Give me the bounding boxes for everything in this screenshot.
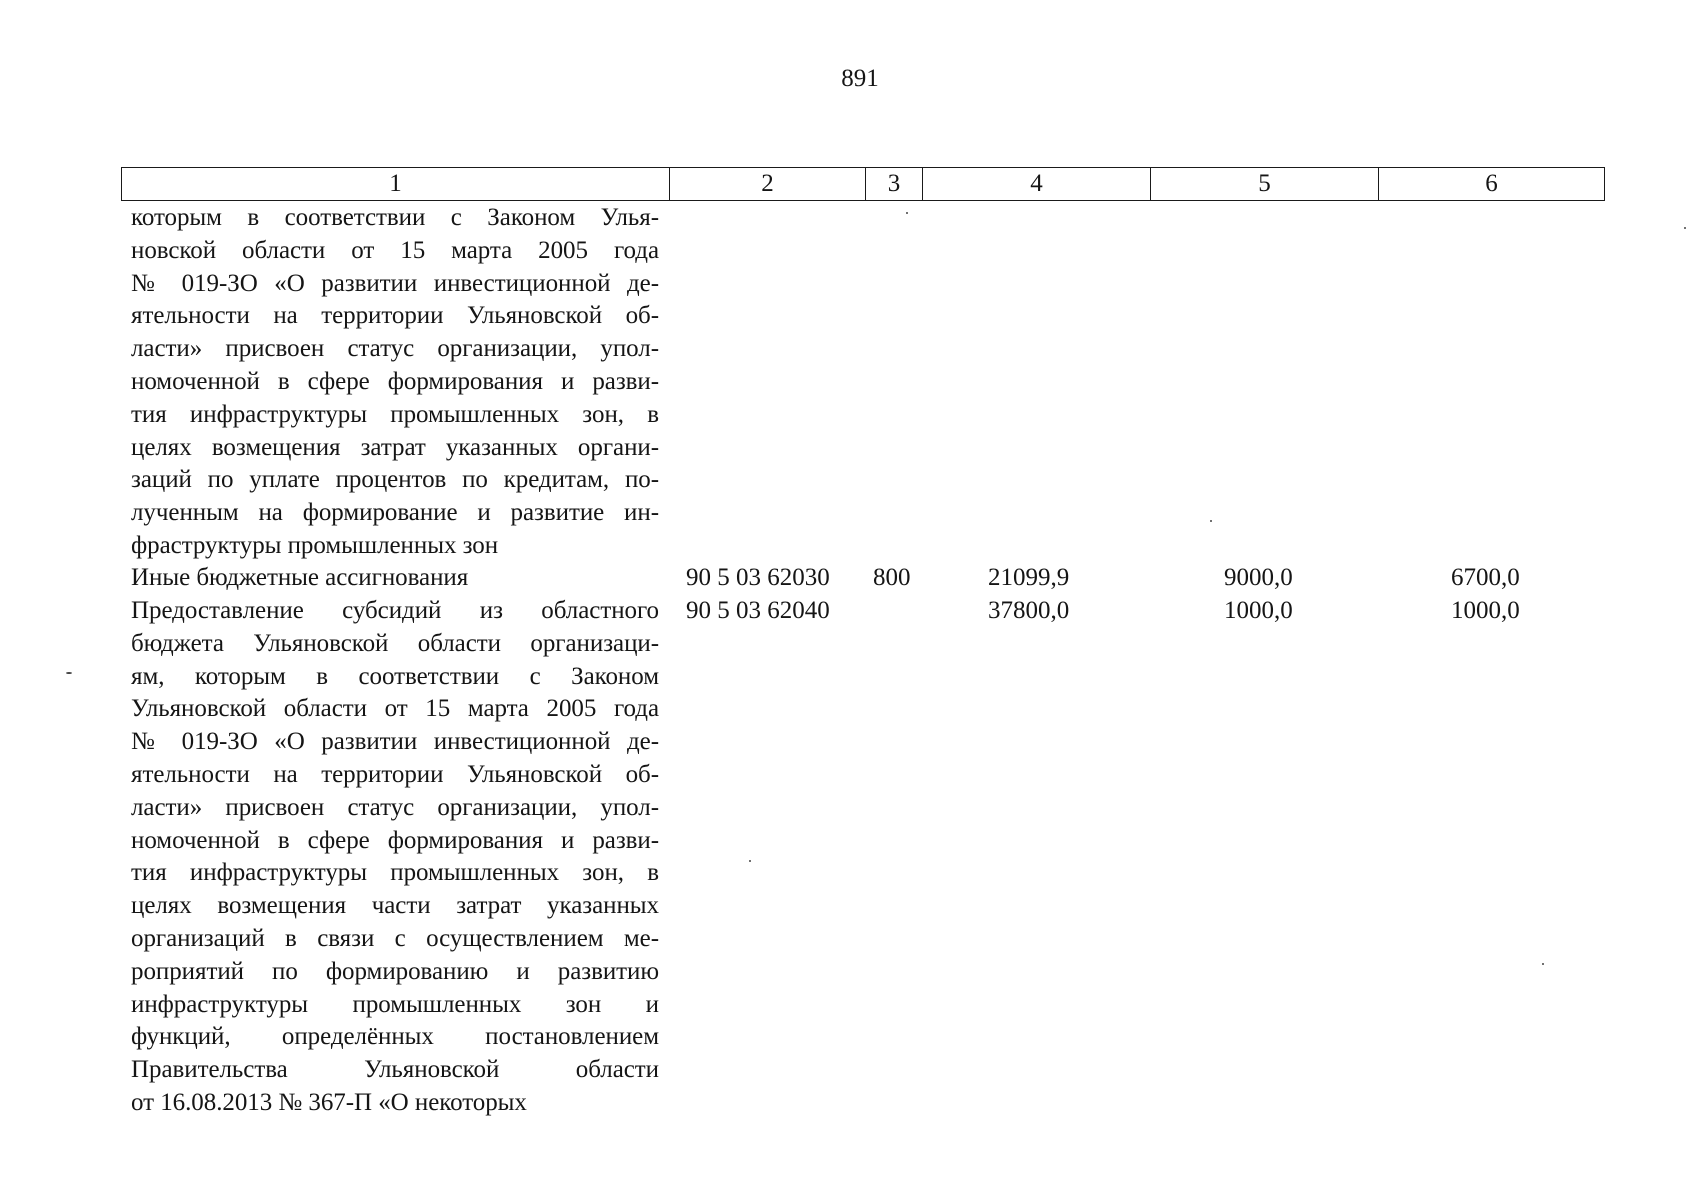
header-cell-5: 5 <box>1151 168 1379 201</box>
row-description-other-allocations <box>131 562 659 595</box>
description-line: № 019-ЗО «О развитии инвестиционной де- <box>131 728 659 756</box>
description-line: целях возмещения затрат указанных органи- <box>131 433 659 461</box>
header-cell-2: 2 <box>670 168 866 201</box>
description-line: Предоставление субсидий из областного <box>131 597 659 624</box>
scan-speck <box>1542 963 1544 965</box>
description-line: номоченной в сфере формирования и разви- <box>131 826 659 854</box>
header-row <box>122 168 1605 201</box>
description-line: тия инфраструктуры промышленных зон, в <box>131 400 659 428</box>
scan-speck <box>1684 227 1686 229</box>
description-line: организаций в связи с осуществлением ме- <box>131 924 659 952</box>
header-cell-6: 6 <box>1379 168 1605 201</box>
description-line: функций, определённых постановлением <box>131 1023 659 1051</box>
header-cell-3: 3 <box>866 168 923 201</box>
description-line: Ульяновской области от 15 марта 2005 года <box>131 695 659 723</box>
table-header <box>121 167 1605 201</box>
description-line: новской области от 15 марта 2005 года <box>131 236 659 264</box>
description-line: лученным на формирование и развитие ин- <box>131 499 659 527</box>
description-line: ласти» присвоен статус организации, упол- <box>131 793 659 821</box>
description-line: Иные бюджетные ассигнования <box>131 564 469 591</box>
scan-speck <box>906 212 908 214</box>
row-value4-62040: 37800,0 <box>988 597 1070 624</box>
header-cell-1: 1 <box>122 168 670 201</box>
row-value4-62030: 21099,9 <box>988 564 1070 591</box>
description-line: целях возмещения части затрат указанных <box>131 892 659 920</box>
row-value5-62040: 1000,0 <box>1224 597 1293 624</box>
description-line: № 019-ЗО «О развитии инвестиционной де- <box>131 269 659 297</box>
row-code-62040: 90 5 03 62040 <box>686 597 830 624</box>
scan-speck <box>66 672 72 674</box>
description-line: бюджета Ульяновской области организаци- <box>131 629 659 657</box>
description-line: заций по уплате процентов по кредитам, по- <box>131 466 659 494</box>
page-number: 891 <box>841 65 879 92</box>
description-line: ятельности на территории Ульяновской об- <box>131 302 659 330</box>
row-value6-62030: 6700,0 <box>1451 564 1520 591</box>
description-line: которым в соответствии с Законом Улья- <box>131 204 659 231</box>
header-cell-4: 4 <box>923 168 1151 201</box>
row-code-62030: 90 5 03 62030 <box>686 564 830 591</box>
row-description-continuation <box>131 202 659 563</box>
description-line: роприятий по формированию и развитию <box>131 957 659 985</box>
description-line: инфраструктуры промышленных зон и <box>131 990 659 1018</box>
description-line: тия инфраструктуры промышленных зон, в <box>131 859 659 887</box>
description-line: от 16.08.2013 № 367-П «О некоторых <box>131 1088 527 1116</box>
description-line: Правительства Ульяновской области <box>131 1056 659 1084</box>
scan-speck <box>1210 520 1212 522</box>
row-type-62030: 800 <box>873 564 911 591</box>
description-line: ятельности на территории Ульяновской об- <box>131 760 659 788</box>
row-value6-62040: 1000,0 <box>1451 597 1520 624</box>
row-value5-62030: 9000,0 <box>1224 564 1293 591</box>
description-line: ласти» присвоен статус организации, упол- <box>131 335 659 363</box>
description-line: ям, которым в соответствии с Законом <box>131 662 659 690</box>
row-description-subsidies <box>131 595 659 1120</box>
description-line: фраструктуры промышленных зон <box>131 531 499 559</box>
scan-speck <box>749 860 751 862</box>
description-line: номоченной в сфере формирования и разви- <box>131 367 659 395</box>
